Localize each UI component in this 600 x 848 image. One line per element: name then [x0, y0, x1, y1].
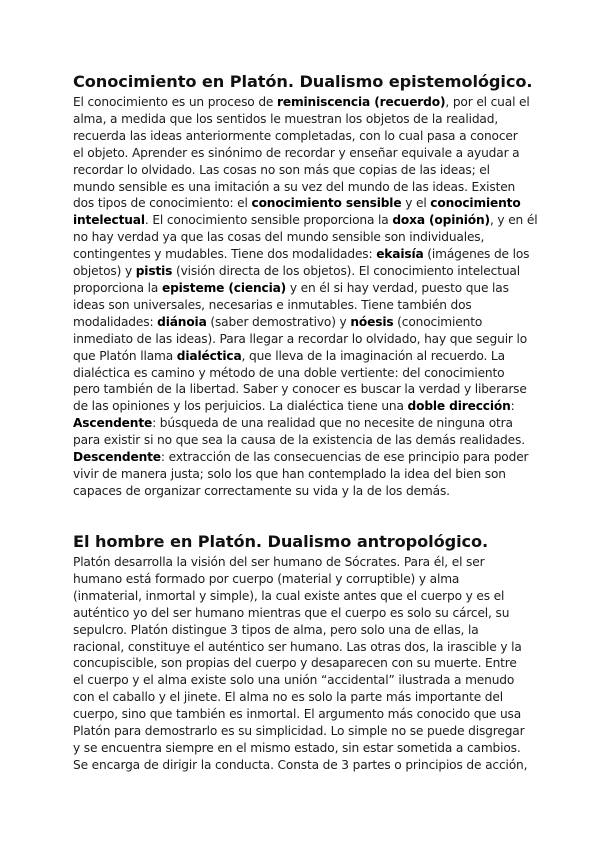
- text-line: proporciona la episteme (ciencia) y en él si hay verdad, puesto que las: [73, 280, 509, 295]
- text-line: (inmaterial, inmortal y simple), la cual existe antes que el cuerpo y es el: [73, 588, 505, 603]
- text-line: cuerpo, sino que también es inmortal. El argumento más conocido que usa: [73, 707, 522, 722]
- bold-term: Descendente: [73, 450, 161, 465]
- text-line: modalidades: diánoia (saber demostrativo) y nóesis (conocimiento: [73, 314, 483, 329]
- bold-term: Ascendente: [73, 416, 153, 431]
- bold-term: pistis: [135, 264, 173, 279]
- bold-term: intelectual: [73, 213, 145, 228]
- text-line: mundo sensible es una imitación a su vez del mundo de las ideas. Existen: [73, 179, 516, 194]
- text-line: humano está formado por cuerpo (material y corruptible) y alma: [73, 571, 460, 586]
- section-hombre: [73, 532, 533, 774]
- bold-term: dialéctica: [176, 348, 242, 363]
- text-line: concupiscible, son propias del cuerpo y desaparecen con su muerte. Entre: [73, 656, 517, 671]
- text-line: que Platón llama dialéctica, que lleva de la imaginación al recuerdo. La: [73, 348, 505, 363]
- section-title: El hombre en Platón. Dualismo antropológico.: [73, 532, 489, 551]
- section-conocimiento: [73, 72, 538, 500]
- text-line: sepulcro. Platón distingue 3 tipos de alma, pero solo una de ellas, la: [73, 622, 479, 637]
- text-line: contingentes y mudables. Tiene dos modalidades: ekaisía (imágenes de los: [73, 247, 530, 262]
- bold-term: doxa (opinión): [392, 213, 490, 228]
- text-line: dos tipos de conocimiento: el conocimiento sensible y el conocimiento: [73, 196, 521, 211]
- bold-term: nóesis: [350, 314, 394, 329]
- bold-term: diánoia: [157, 314, 207, 329]
- text-line: Se encarga de dirigir la conducta. Consta de 3 partes o principios de acción,: [73, 757, 528, 772]
- text-line: Platón para demostrarlo es su simplicidad. Lo simple no se puede disgregar: [73, 724, 525, 739]
- text-line: ideas son universales, necesarias e inmutables. Tiene también dos: [73, 297, 472, 312]
- bold-term: doble dirección: [407, 399, 511, 414]
- bold-term: conocimiento sensible: [251, 196, 402, 211]
- bold-term: reminiscencia (recuerdo): [277, 95, 446, 109]
- section-body: [73, 554, 533, 774]
- bold-term: conocimiento: [430, 196, 521, 211]
- text-line: Descendente: extracción de las consecuencias de ese principio para poder: [73, 450, 529, 465]
- bold-term: ekaisía: [376, 247, 424, 262]
- text-line: recordar lo olvidado. Las cosas no son más que copias de las ideas; el: [73, 162, 490, 177]
- section-title: Conocimiento en Platón. Dualismo epistemológico.: [73, 72, 533, 91]
- text-line: El conocimiento es un proceso de reminiscencia (recuerdo), por el cual el: [73, 95, 530, 109]
- text-line: recuerda las ideas anteriormente completadas, con lo cual pasa a conocer: [73, 128, 518, 143]
- text-line: con el caballo y el jinete. El alma no es solo la parte más importante del: [73, 690, 503, 705]
- text-line: el objeto. Aprender es sinónimo de recordar y enseñar equivale a ayudar a: [73, 145, 520, 160]
- text-line: el cuerpo y el alma existe solo una unión “accidental” ilustrada a menudo: [73, 673, 515, 688]
- text-line: capaces de organizar correctamente su vida y la de los demás.: [73, 483, 450, 498]
- text-line: alma, a medida que los sentidos le muestran los objetos de la realidad,: [73, 111, 499, 126]
- text-line: y se encuentra siempre en el mismo estado, sin estar sometida a cambios.: [73, 740, 521, 755]
- text-line: para existir si no que sea la causa de la existencia de las demás realidades.: [73, 433, 525, 448]
- text-line: Ascendente: búsqueda de una realidad que no necesite de ninguna otra: [73, 416, 513, 431]
- text-line: vivir de manera justa; solo los que han contemplado la idea del bien son: [73, 466, 506, 481]
- text-line: Platón desarrolla la visión del ser humano de Sócrates. Para él, el ser: [73, 555, 485, 569]
- text-line: de las opiniones y los perjuicios. La dialéctica tiene una doble dirección:: [73, 399, 515, 414]
- text-line: objetos) y pistis (visión directa de los objetos). El conocimiento intelectual: [73, 264, 520, 279]
- text-line: dialéctica es camino y método de una doble vertiente: del conocimiento: [73, 365, 505, 380]
- bold-term: episteme (ciencia): [161, 280, 287, 295]
- text-line: no hay verdad ya que las cosas del mundo sensible son individuales,: [73, 230, 485, 245]
- text-line: intelectual. El conocimiento sensible proporciona la doxa (opinión), y en él: [73, 213, 538, 228]
- text-line: pero también de la libertad. Saber y conocer es buscar la verdad y liberarse: [73, 382, 527, 397]
- text-line: inmediato de las ideas). Para llegar a recordar lo olvidado, hay que seguir lo: [73, 331, 528, 346]
- text-line: racional, constituye el auténtico ser humano. Las otras dos, la irascible y la: [73, 639, 522, 654]
- text-line: auténtico yo del ser humano mientras que el cuerpo es solo su cárcel, su: [73, 605, 510, 620]
- section-body: [73, 94, 538, 500]
